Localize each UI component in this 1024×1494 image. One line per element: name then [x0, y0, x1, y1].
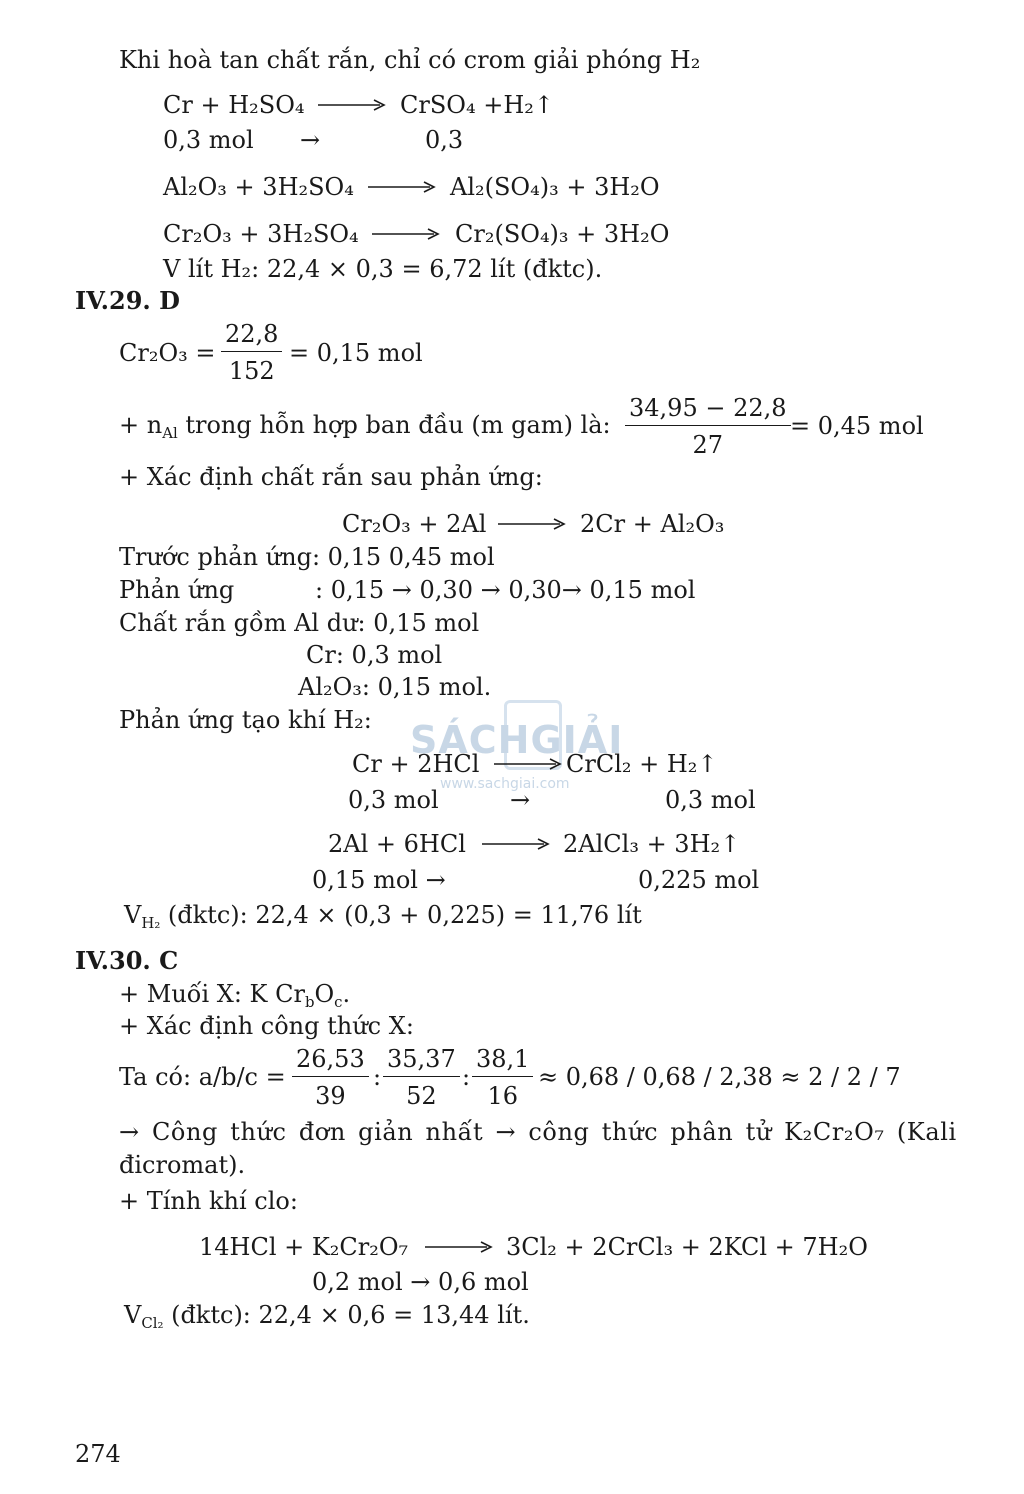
- ratio-colon-1: :: [373, 1063, 382, 1091]
- reaction-7-arrow-icon: [425, 1240, 495, 1254]
- fraction-k-den: 39: [315, 1082, 346, 1110]
- reaction-4-arrow-icon: [498, 517, 568, 531]
- reaction-7-mol: 0,2 mol → 0,6 mol: [312, 1268, 529, 1296]
- fraction-nal: [625, 396, 791, 457]
- cr-line: Cr: 0,3 mol: [306, 641, 443, 669]
- volume-h2-total-line: $V_{H_2}$ (đktc): 22,4 × (0,3 + 0,225) = 11,76 lít: [124, 901, 642, 933]
- reaction-1-mol-right: 0,3: [425, 126, 464, 154]
- volume-h2-line: V lít H₂: 22,4 × 0,3 = 6,72 lít (đktc).: [163, 255, 603, 283]
- reaction-1-products: CrSO₄ +H₂↑: [400, 91, 554, 119]
- nal-line: + $n_{Al}$ trong hỗn hợp ban đầu (m gam) là:: [119, 411, 611, 443]
- reaction-3-products: Cr₂(SO₄)₃ + 3H₂O: [455, 220, 670, 248]
- cr2o3-label: Cr₂O₃ =: [119, 339, 216, 367]
- chlorine-calc-line: + Tính khí clo:: [119, 1187, 298, 1215]
- reaction-6-reactants: 2Al + 6HCl: [328, 830, 466, 858]
- fraction-bar: [221, 351, 282, 352]
- reaction-3-reactants: Cr₂O₃ + 3H₂SO₄: [163, 220, 359, 248]
- fraction-cr-num: 35,37: [387, 1045, 456, 1073]
- gas-reaction-line: Phản ứng tạo khí H₂:: [119, 706, 372, 734]
- fraction-cr: [383, 1047, 460, 1108]
- fraction-cr2o3-num: 22,8: [225, 320, 279, 348]
- salt-x-line: + Muối X: K $Cr_bO_c$.: [119, 980, 351, 1012]
- fraction-cr2o3-result: = 0,15 mol: [289, 339, 423, 367]
- heading-iv30: IV.30. C: [75, 946, 179, 975]
- fraction-o-den: 16: [487, 1082, 518, 1110]
- reaction-7-products: 3Cl₂ + 2CrCl₃ + 2KCl + 7H₂O: [506, 1233, 868, 1261]
- fraction-bar: [383, 1076, 460, 1077]
- reaction-1-reactants: Cr + H₂SO₄: [163, 91, 305, 119]
- solid-composition-line: Chất rắn gồm Al dư: 0,15 mol: [119, 609, 480, 637]
- reaction-values: : 0,15 → 0,30 → 0,30→ 0,15 mol: [315, 576, 696, 604]
- reaction-3-arrow-icon: [372, 227, 442, 241]
- determine-formula-line: + Xác định công thức X:: [119, 1012, 414, 1040]
- fraction-nal-den: 27: [692, 431, 724, 459]
- reaction-5-reactants: Cr + 2HCl: [352, 750, 480, 778]
- reaction-5-products: CrCl₂ + H₂↑: [566, 750, 718, 778]
- heading-iv29: IV.29. D: [75, 286, 180, 315]
- ratio-result: ≈ 0,68 / 0,68 / 2,38 ≈ 2 / 2 / 7: [538, 1063, 901, 1091]
- fraction-bar: [292, 1076, 369, 1077]
- fraction-o-num: 38,1: [476, 1045, 530, 1073]
- reaction-6-mol-left: 0,15 mol →: [312, 866, 446, 894]
- reaction-7-reactants: 14HCl + K₂Cr₂O₇: [199, 1233, 409, 1261]
- reaction-4-reactants: Cr₂O₃ + 2Al: [342, 510, 487, 538]
- intro-line: Khi hoà tan chất rắn, chỉ có crom giải phóng H₂: [119, 46, 701, 74]
- fraction-nal-num: 34,95 − 22,8: [629, 394, 787, 422]
- page-number: 274: [75, 1440, 121, 1468]
- reaction-5-arrow-icon: [494, 757, 564, 771]
- reaction-1-arrow-icon: [318, 98, 388, 112]
- fraction-nal-result: = 0,45 mol: [790, 412, 924, 440]
- reaction-5-mol-left: 0,3 mol: [348, 786, 439, 814]
- reaction-2-arrow-icon: [368, 180, 438, 194]
- watermark: [410, 700, 624, 796]
- ratio-colon-2: :: [462, 1063, 471, 1091]
- formula-line-2: đicromat).: [119, 1151, 246, 1179]
- watermark-brand: SÁCHGIẢI: [410, 718, 624, 762]
- before-reaction-line: Trước phản ứng: 0,15 0,45 mol: [119, 543, 495, 571]
- fraction-bar: [625, 425, 791, 426]
- fraction-cr-den: 52: [406, 1082, 437, 1110]
- formula-line-1: → Công thức đơn giản nhất → công thức phân tử K₂Cr₂O₇ (Kali: [119, 1118, 957, 1146]
- reaction-5-mol-arrow: →: [510, 786, 531, 814]
- reaction-1-mol-arrow: →: [300, 126, 321, 154]
- reaction-5-mol-right: 0,3 mol: [665, 786, 756, 814]
- fraction-k: [292, 1047, 369, 1108]
- reaction-4-products: 2Cr + Al₂O₃: [580, 510, 725, 538]
- determine-solid-line: + Xác định chất rắn sau phản ứng:: [119, 463, 543, 491]
- fraction-k-num: 26,53: [296, 1045, 365, 1073]
- reaction-label: Phản ứng: [119, 576, 235, 604]
- fraction-cr2o3-den: 152: [228, 357, 275, 385]
- al2o3-line: Al₂O₃: 0,15 mol.: [298, 673, 492, 701]
- fraction-o: [472, 1047, 533, 1108]
- fraction-bar: [472, 1076, 533, 1077]
- fraction-cr2o3: [221, 322, 282, 383]
- reaction-6-products: 2AlCl₃ + 3H₂↑: [563, 830, 741, 858]
- watermark-url: www.sachgiai.com: [440, 776, 570, 792]
- reaction-2-reactants: Al₂O₃ + 3H₂SO₄: [163, 173, 354, 201]
- volume-cl2-line: $V_{Cl_2}$ (đktc): 22,4 × 0,6 = 13,44 lít.: [124, 1301, 530, 1333]
- reaction-1-mol-left: 0,3 mol: [163, 126, 254, 154]
- ratio-label: Ta có: a/b/c =: [119, 1063, 286, 1091]
- reaction-6-arrow-icon: [482, 837, 552, 851]
- reaction-2-products: Al₂(SO₄)₃ + 3H₂O: [450, 173, 660, 201]
- reaction-6-mol-right: 0,225 mol: [638, 866, 760, 894]
